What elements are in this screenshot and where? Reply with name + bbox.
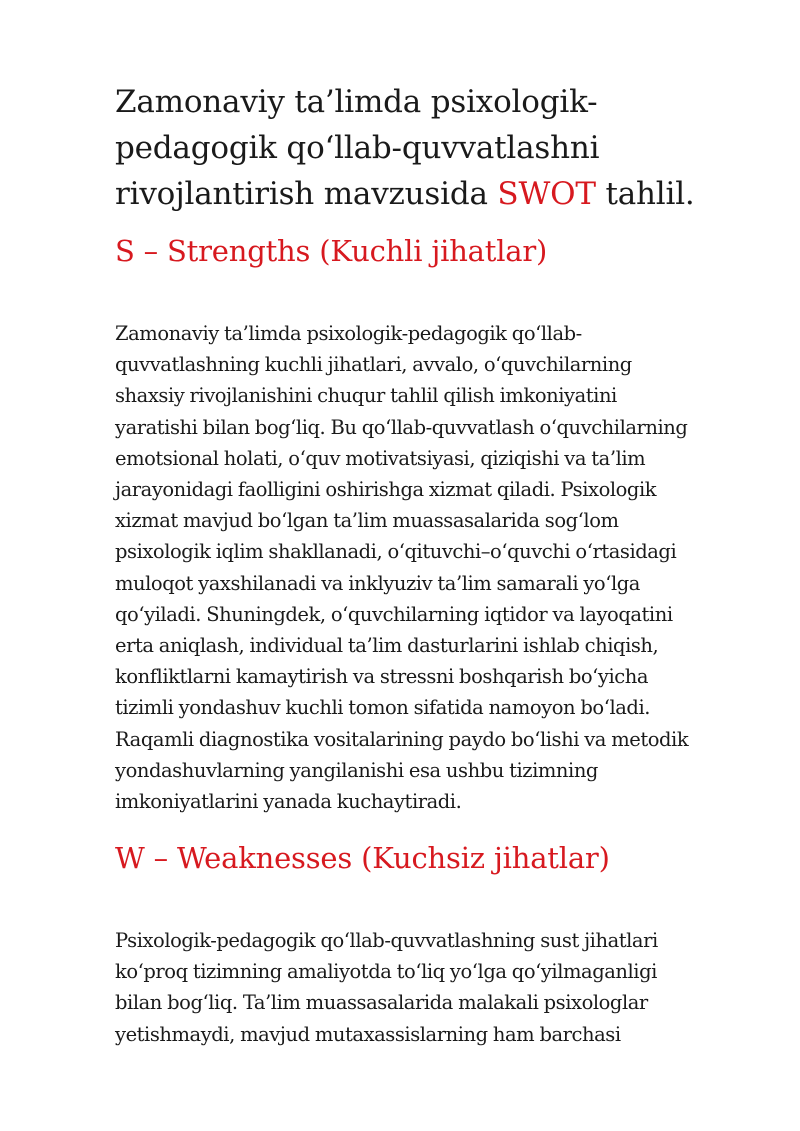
- paragraph-line: imkoniyatlarini yanada kuchaytiradi.: [115, 790, 462, 814]
- title-line-3-end: tahlil.: [595, 176, 695, 212]
- paragraph-line: Psixologik-pedagogik qoʻllab-quvvatlashning sust jihatlari: [115, 929, 658, 952]
- paragraph-line: erta aniqlash, individual ta’lim dasturlarini ishlab chiqish,: [115, 634, 659, 658]
- title-line-2: pedagogik qoʻllab-quvvatlashni: [115, 130, 600, 166]
- paragraph-line: konfliktlarni kamaytirish va stressni boshqarish boʻyicha: [115, 665, 649, 689]
- paragraph-line: muloqot yaxshilanadi va inklyuziv ta’lim samarali yoʻlga: [115, 571, 640, 595]
- document-title: [115, 79, 755, 217]
- weaknesses-paragraph: [115, 925, 755, 1050]
- paragraph-line: yetishmaydi, mavjud mutaxassislarning ham barchasi: [115, 1022, 621, 1046]
- paragraph-line: Raqamli diagnostika vositalarining paydo boʻlishi va metodik: [115, 727, 689, 751]
- paragraph-line: psixologik iqlim shakllanadi, oʻqituvchi–oʻquvchi oʻrtasidagi: [115, 540, 677, 564]
- title-swot-highlight: SWOT: [497, 176, 596, 212]
- paragraph-line: Zamonaviy ta’limda psixologik-pedagogik qoʻllab-: [115, 322, 582, 345]
- strengths-heading: S – Strengths (Kuchli jihatlar): [115, 234, 548, 268]
- paragraph-line: shaxsiy rivojlanishini chuqur tahlil qilish imkoniyatini: [115, 384, 617, 408]
- paragraph-line: yondashuvlarning yangilanishi esa ushbu tizimning: [115, 758, 598, 782]
- paragraph-line: quvvatlashning kuchli jihatlari, avvalo, oʻquvchilarning: [115, 353, 632, 377]
- paragraph-line: koʻproq tizimning amaliyotda toʻliq yoʻlga qoʻyilmaganligi: [115, 960, 657, 984]
- title-line-1: Zamonaviy ta’limda psixologik-: [115, 84, 598, 120]
- strengths-paragraph: [115, 318, 755, 817]
- title-line-3-start: rivojlantirish mavzusida: [115, 176, 498, 212]
- paragraph-line: jarayonidagi faolligini oshirishga xizmat qiladi. Psixologik: [115, 478, 657, 502]
- paragraph-line: emotsional holati, oʻquv motivatsiyasi, qiziqishi va ta’lim: [115, 446, 646, 470]
- paragraph-line: xizmat mavjud boʻlgan ta’lim muassasalarida sogʻlom: [115, 509, 619, 533]
- weaknesses-heading: W – Weaknesses (Kuchsiz jihatlar): [115, 841, 610, 875]
- title-line-3: [115, 171, 755, 217]
- paragraph-line: yaratishi bilan bogʻliq. Bu qoʻllab-quvvatlash oʻquvchilarning: [115, 415, 688, 439]
- paragraph-line: bilan bogʻliq. Ta’lim muassasalarida malakali psixologlar: [115, 991, 648, 1015]
- paragraph-line: tizimli yondashuv kuchli tomon sifatida namoyon boʻladi.: [115, 696, 650, 720]
- paragraph-line: qoʻyiladi. Shuningdek, oʻquvchilarning iqtidor va layoqatini: [115, 602, 673, 626]
